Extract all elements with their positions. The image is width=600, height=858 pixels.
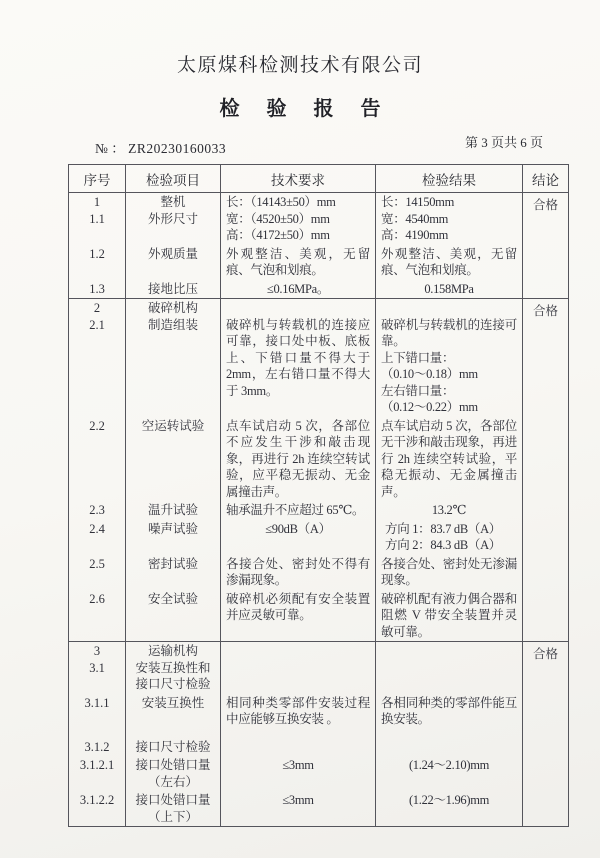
conclusion-value: 合格 bbox=[532, 647, 558, 661]
seq-no-cell bbox=[69, 738, 126, 757]
text-line: 宽：（4520±50）mm bbox=[226, 211, 330, 226]
page-indicator: 第 3 页共 6 页 bbox=[464, 135, 543, 150]
header-inspection-item: 检验项目 bbox=[126, 165, 221, 192]
table-header-row bbox=[69, 165, 568, 193]
inspection-result-cell bbox=[376, 791, 523, 826]
text-line: 各接合处、密封处不得有渗漏现象。 bbox=[226, 556, 370, 587]
text-line: 2.2 bbox=[89, 418, 105, 433]
technical-requirement-cell bbox=[221, 501, 376, 520]
text-line: 2.3 bbox=[89, 503, 105, 517]
text-line: 点车试启动 5 次，各部位无干涉和敲击现象，再进行 2h 连续空转试验，平稳无振动、无金属撞击声。 bbox=[381, 418, 517, 499]
text-line: 制造组装 bbox=[147, 317, 198, 332]
conclusion-cell bbox=[523, 193, 568, 298]
text-line: 各接合处、密封处无渗漏现象。 bbox=[381, 556, 517, 587]
text-line: 安全试验 bbox=[147, 591, 198, 606]
text-line: 左右错口量： bbox=[381, 383, 455, 398]
text-line: 噪声试验 bbox=[147, 521, 198, 536]
conclusion-cell bbox=[523, 299, 568, 641]
inspection-result-cell bbox=[376, 555, 523, 590]
text-line: 外形尺寸 bbox=[147, 211, 198, 226]
seq-no-cell bbox=[69, 642, 126, 694]
text-line: （上下） bbox=[147, 809, 198, 824]
conclusion-value: 合格 bbox=[532, 198, 558, 212]
text-line: 宽：4540mm bbox=[381, 211, 449, 226]
seq-no-cell bbox=[69, 280, 126, 299]
text-line: 2.4 bbox=[89, 521, 105, 536]
technical-requirement-cell bbox=[221, 417, 376, 502]
inspection-result-cell bbox=[376, 193, 523, 245]
text-line: 上下错口量： bbox=[381, 350, 455, 365]
text-line: 2 bbox=[93, 301, 101, 315]
meta-row bbox=[95, 137, 543, 157]
text-line: 密封试验 bbox=[147, 556, 198, 571]
seq-no-cell bbox=[69, 555, 126, 590]
text-line: 1 bbox=[93, 195, 101, 209]
technical-requirement-cell bbox=[221, 299, 376, 417]
inspection-item-cell bbox=[126, 417, 221, 502]
text-line: （0.12～0.22）mm bbox=[381, 400, 478, 414]
technical-requirement-cell bbox=[221, 756, 376, 791]
inspection-item-cell bbox=[126, 791, 221, 826]
technical-requirement-cell bbox=[221, 642, 376, 694]
text-line: 各相同种类的零部件能互换安装。 bbox=[381, 695, 517, 726]
text-line: 3.1.1 bbox=[84, 695, 110, 710]
text-line: 接口尺寸检验 bbox=[135, 677, 211, 691]
report-number-label: № ： bbox=[95, 141, 125, 156]
text-line: 空运转试验 bbox=[141, 418, 205, 433]
technical-requirement-cell bbox=[221, 520, 376, 555]
conclusion-cell bbox=[523, 642, 568, 826]
inspection-item-cell bbox=[126, 299, 221, 417]
inspection-item-cell bbox=[126, 280, 221, 299]
text-line: 接地比压 bbox=[147, 281, 198, 296]
text-line: 点车试启动 5 次，各部位不应发生干涉和敲击现象，再进行 2h 连续空转试验，应平稳无振动、无金属撞击声。 bbox=[226, 418, 370, 499]
table-section-2 bbox=[69, 299, 568, 642]
text-line: 3.1.2 bbox=[84, 739, 110, 754]
inspection-result-cell bbox=[376, 501, 523, 520]
header-seq-no: 序号 bbox=[69, 165, 126, 192]
text-line: 外观质量 bbox=[147, 246, 198, 261]
text-line: 接口处错口量 bbox=[135, 793, 211, 807]
inspection-table bbox=[68, 164, 569, 827]
seq-no-cell bbox=[69, 245, 126, 280]
text-line: 高：（4172±50）mm bbox=[226, 228, 330, 242]
text-line: 方向 1：83.7 dB（A） bbox=[385, 521, 501, 536]
text-line: （0.10～0.18）mm bbox=[381, 367, 478, 381]
text-line: ≤0.16MPa。 bbox=[266, 281, 330, 296]
text-line: 接口处错口量 bbox=[135, 758, 211, 772]
text-line: 相同种类零部件安装过程中应能够互换安装 。 bbox=[226, 695, 370, 726]
inspection-result-cell bbox=[376, 738, 523, 757]
text-line: 温升试验 bbox=[147, 503, 198, 517]
technical-requirement-cell bbox=[221, 738, 376, 757]
text-line: 3.1 bbox=[89, 660, 105, 675]
text-line: 长：（14143±50）mm bbox=[226, 195, 336, 209]
technical-requirement-cell bbox=[221, 555, 376, 590]
seq-no-cell bbox=[69, 694, 126, 738]
technical-requirement-cell bbox=[221, 193, 376, 245]
text-line: 3 bbox=[93, 644, 101, 658]
inspection-item-cell bbox=[126, 642, 221, 694]
text-line: 破碎机配有液力偶合器和阻燃 V 带安全装置并灵敏可靠。 bbox=[381, 591, 517, 639]
table-section-3 bbox=[69, 642, 568, 826]
text-line: 1.1 bbox=[89, 211, 105, 226]
report-title: 检 验 报 告 bbox=[219, 98, 392, 120]
text-line: 1.3 bbox=[89, 281, 105, 296]
report-table-sections bbox=[69, 193, 568, 826]
text-line: ≤3mm bbox=[282, 793, 314, 807]
text-line: 2.5 bbox=[89, 556, 105, 571]
text-line: 破碎机与转载机的连接可靠。 bbox=[381, 317, 517, 348]
text-line: 运输机构 bbox=[147, 644, 198, 658]
inspection-result-cell bbox=[376, 299, 523, 417]
text-line: (1.22～1.96)mm bbox=[408, 793, 490, 807]
text-line: 2.1 bbox=[89, 317, 105, 332]
technical-requirement-cell bbox=[221, 280, 376, 299]
inspection-item-cell bbox=[126, 520, 221, 555]
inspection-result-cell bbox=[376, 245, 523, 280]
text-line: 整机 bbox=[160, 195, 186, 209]
inspection-result-cell bbox=[376, 520, 523, 555]
inspection-result-cell bbox=[376, 756, 523, 791]
inspection-item-cell bbox=[126, 193, 221, 245]
text-line: 3.1.2.1 bbox=[79, 758, 115, 772]
inspection-item-cell bbox=[126, 555, 221, 590]
seq-no-cell bbox=[69, 520, 126, 555]
text-line: ≤3mm bbox=[282, 758, 314, 772]
report-number bbox=[95, 137, 226, 157]
header-inspection-result: 检验结果 bbox=[376, 165, 523, 192]
seq-no-cell bbox=[69, 756, 126, 791]
table-section-1 bbox=[69, 193, 568, 299]
text-line: 破碎机构 bbox=[147, 301, 198, 315]
text-line: 安装互换性和 bbox=[135, 660, 211, 675]
inspection-item-cell bbox=[126, 738, 221, 757]
inspection-item-cell bbox=[126, 756, 221, 791]
inspection-result-cell bbox=[376, 280, 523, 299]
text-line: 13.2℃ bbox=[431, 503, 467, 517]
header-conclusion: 结论 bbox=[532, 173, 559, 188]
text-line: 破碎机必须配有安全装置并应灵敏可靠。 bbox=[226, 591, 370, 622]
text-line: 长：14150mm bbox=[381, 195, 454, 209]
text-line: 3.1.2.2 bbox=[79, 793, 115, 807]
text-line: 0.158MPa bbox=[424, 281, 474, 296]
inspection-result-cell bbox=[376, 642, 523, 694]
technical-requirement-cell bbox=[221, 245, 376, 280]
header-technical-requirement: 技术要求 bbox=[221, 165, 376, 192]
seq-no-cell bbox=[69, 791, 126, 826]
text-line: ≤90dB（A） bbox=[265, 521, 331, 536]
inspection-result-cell bbox=[376, 694, 523, 738]
text-line: (1.24～2.10)mm bbox=[408, 758, 490, 772]
company-name: 太原煤科检测技术有限公司 bbox=[176, 55, 423, 76]
seq-no-cell bbox=[69, 299, 126, 417]
inspection-item-cell bbox=[126, 590, 221, 642]
conclusion-value: 合格 bbox=[532, 304, 558, 318]
text-line: 安装互换性 bbox=[141, 695, 205, 710]
seq-no-cell bbox=[69, 417, 126, 502]
text-line: 高：4190mm bbox=[381, 228, 449, 242]
text-line: 方向 2：84.3 dB（A） bbox=[385, 538, 501, 552]
technical-requirement-cell bbox=[221, 791, 376, 826]
text-line: 1.2 bbox=[89, 246, 105, 261]
inspection-result-cell bbox=[376, 417, 523, 502]
inspection-item-cell bbox=[126, 245, 221, 280]
text-line: 轴承温升不应超过 65℃。 bbox=[226, 503, 365, 517]
seq-no-cell bbox=[69, 193, 126, 245]
text-line: 接口尺寸检验 bbox=[135, 739, 211, 754]
technical-requirement-cell bbox=[221, 590, 376, 642]
seq-no-cell bbox=[69, 501, 126, 520]
text-line: （左右） bbox=[147, 774, 198, 789]
inspection-item-cell bbox=[126, 501, 221, 520]
seq-no-cell bbox=[69, 590, 126, 642]
text-line: 2.6 bbox=[89, 591, 105, 606]
report-number-value: ZR20230160033 bbox=[128, 141, 227, 156]
text-line: 外观整洁、美观，无留痕、气泡和划痕。 bbox=[226, 246, 370, 277]
text-line: 破碎机与转载机的连接应可靠，接口处中板、底板上、下错口量不得大于2mm，左右错口量不得大于 3mm。 bbox=[226, 317, 370, 398]
inspection-result-cell bbox=[376, 590, 523, 642]
technical-requirement-cell bbox=[221, 694, 376, 738]
text-line: 外观整洁、美观，无留痕、气泡和划痕。 bbox=[381, 246, 517, 277]
inspection-item-cell bbox=[126, 694, 221, 738]
